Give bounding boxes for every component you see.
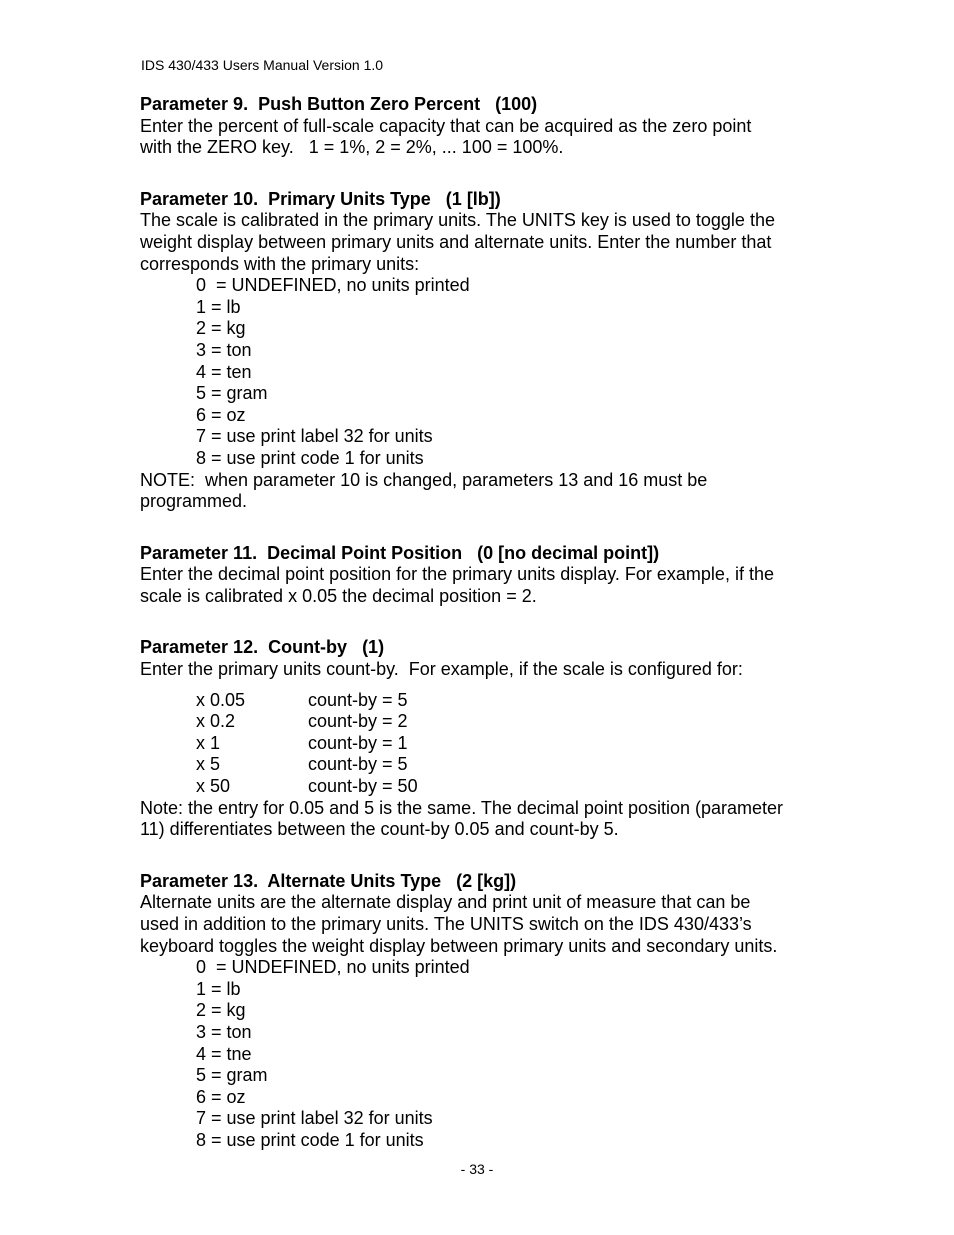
scale-cell: x 50: [196, 776, 231, 797]
list-item: 0 = UNDEFINED, no units printed: [196, 957, 470, 978]
parameter-10-heading: Parameter 10. Primary Units Type (1 [lb]): [140, 188, 501, 209]
parameter-10-options-list: [140, 275, 830, 469]
parameter-10-note-line: NOTE: when parameter 10 is changed, parameters 13 and 16 must be: [140, 469, 708, 490]
parameter-11-text-line: scale is calibrated x 0.05 the decimal position = 2.: [140, 585, 537, 606]
list-item: 2 = kg: [196, 318, 246, 339]
list-item: 4 = ten: [196, 361, 252, 382]
list-item: 5 = gram: [196, 1065, 268, 1086]
parameter-13-text-line: used in addition to the primary units. The UNITS switch on the IDS 430/433’s: [140, 914, 752, 934]
list-item: 1 = lb: [196, 296, 241, 317]
parameter-10-text-line: weight display between primary units and alternate units. Enter the number that: [140, 231, 772, 252]
table-row: [196, 711, 418, 733]
parameter-13-text-line: keyboard toggles the weight display between primary units and secondary units.: [140, 935, 778, 956]
parameter-12-note-line: 11) differentiates between the count-by 0.05 and count-by 5.: [140, 819, 619, 840]
parameter-10-text-line: The scale is calibrated in the primary units. The UNITS key is used to toggle the: [140, 210, 775, 231]
parameter-11-heading: Parameter 11. Decimal Point Position (0 [no decimal point]): [140, 542, 660, 563]
count-by-cell: count-by = 2: [308, 711, 408, 732]
parameter-9-text-line: Enter the percent of full-scale capacity that can be acquired as the zero point: [140, 115, 752, 136]
list-item: 7 = use print label 32 for units: [196, 426, 433, 447]
list-item: 4 = tne: [196, 1043, 252, 1064]
list-item: 6 = oz: [196, 1086, 246, 1107]
list-item: 6 = oz: [196, 404, 246, 425]
list-item: 8 = use print code 1 for units: [196, 447, 424, 468]
table-row: [196, 690, 418, 712]
table-row: [196, 776, 418, 798]
parameter-13-section: [140, 871, 830, 1152]
page-header: IDS 430/433 Users Manual Version 1.0: [141, 57, 384, 73]
parameter-12-heading: Parameter 12. Count-by (1): [140, 637, 385, 658]
list-item: 1 = lb: [196, 978, 241, 999]
table-row: [196, 754, 418, 776]
parameter-12-note-line: Note: the entry for 0.05 and 5 is the same. The decimal point position (parameter: [140, 797, 784, 818]
list-item: 8 = use print code 1 for units: [196, 1129, 424, 1150]
parameter-12-text-line: Enter the primary units count-by. For example, if the scale is configured for:: [140, 659, 743, 680]
list-item: 2 = kg: [196, 1000, 246, 1021]
count-by-cell: count-by = 50: [308, 776, 418, 797]
table-row: [196, 733, 418, 755]
list-item: 3 = ton: [196, 339, 252, 360]
list-item: 5 = gram: [196, 383, 268, 404]
parameter-9-text-line: with the ZERO key. 1 = 1%, 2 = 2%, ... 100 = 100%.: [140, 137, 564, 158]
parameter-13-options-list: [140, 957, 830, 1151]
list-item: 3 = ton: [196, 1021, 252, 1042]
scale-cell: x 5: [196, 754, 221, 775]
scale-cell: x 0.05: [196, 689, 246, 710]
scale-cell: x 1: [196, 732, 221, 753]
page-number: - 33 -: [460, 1161, 494, 1177]
count-by-cell: count-by = 1: [308, 732, 408, 753]
parameter-9-section: [140, 94, 830, 159]
document-body: [140, 94, 830, 1182]
parameter-12-section: [140, 637, 830, 840]
parameter-10-section: [140, 189, 830, 513]
parameter-10-note-line: programmed.: [140, 491, 248, 512]
list-item: 7 = use print label 32 for units: [196, 1108, 433, 1129]
scale-cell: x 0.2: [196, 711, 236, 732]
parameter-11-section: [140, 543, 830, 608]
parameter-9-heading: Parameter 9. Push Button Zero Percent (100): [140, 94, 538, 114]
parameter-11-text-line: Enter the decimal point position for the primary units display. For example, if the: [140, 564, 774, 585]
parameter-13-heading: Parameter 13. Alternate Units Type (2 [kg]): [140, 870, 517, 891]
parameter-10-text-line: corresponds with the primary units:: [140, 253, 420, 274]
list-item: 0 = UNDEFINED, no units printed: [196, 275, 470, 296]
parameter-13-text-line: Alternate units are the alternate display and print unit of measure that can be: [140, 892, 751, 913]
count-by-cell: count-by = 5: [308, 754, 408, 775]
count-by-cell: count-by = 5: [308, 689, 408, 710]
count-by-table: [196, 690, 418, 798]
